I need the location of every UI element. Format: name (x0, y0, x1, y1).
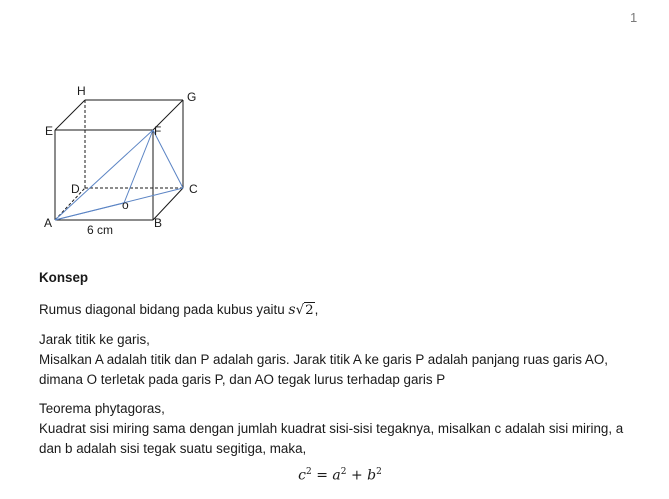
formula-c: c (298, 467, 307, 484)
p2-line2: Misalkan A adalah titik dan P adalah garis. Jarak titik A ke garis P adalah panjang ruas garis AO, (39, 352, 608, 367)
diagonal-text: Rumus diagonal bidang pada kubus yaitu (39, 302, 289, 317)
diagonal-comma: , (314, 302, 319, 317)
p3-line1: Teorema phytagoras, (39, 401, 165, 416)
paragraph-point-line-distance (39, 330, 639, 390)
sqrt-symbol: √ (295, 303, 305, 318)
paragraph-pythagoras (39, 399, 639, 459)
p3-line3: dan b adalah sisi tegak suatu segitiga, maka, (39, 441, 307, 456)
label-o: o (122, 198, 129, 212)
line-fo (124, 130, 153, 203)
paragraph-diagonal-formula (39, 300, 639, 321)
p3-line2: Kuadrat sisi miring sama dengan jumlah kuadrat sisi-sisi tegaknya, misalkan c adalah sisi miring, a (39, 421, 624, 436)
label-g: G (187, 90, 197, 104)
edge-eh (55, 100, 85, 130)
pythagoras-formula (0, 467, 669, 484)
line-ao (55, 203, 124, 220)
formula-eq: = (316, 467, 328, 484)
label-d: D (71, 182, 80, 196)
heading-konsep: Konsep (39, 270, 89, 285)
label-c: C (189, 182, 198, 196)
label-h: H (77, 84, 86, 98)
edge-length-label: 6 cm (87, 223, 114, 237)
sqrt-radicand: 2 (305, 303, 314, 318)
formula-a: a (332, 467, 341, 484)
cube-figure (40, 82, 210, 242)
formula-c-exp: 2 (306, 467, 312, 477)
label-e: E (45, 124, 54, 138)
label-a: A (44, 216, 53, 230)
formula-a-exp: 2 (340, 467, 347, 477)
formula-b: b (367, 467, 377, 484)
var-s: s (288, 302, 296, 318)
label-f: F (154, 124, 162, 138)
p2-line3: dimana O terletak pada garis P, dan AO tegak lurus terhadap garis P (39, 372, 446, 387)
p2-line1: Jarak titik ke garis, (39, 332, 150, 347)
formula-b-exp: 2 (376, 467, 382, 477)
formula-plus: + (350, 467, 363, 484)
page-number: 1 (630, 10, 638, 25)
label-b: B (154, 216, 163, 230)
line-fc (153, 130, 183, 188)
line-af (55, 130, 153, 220)
